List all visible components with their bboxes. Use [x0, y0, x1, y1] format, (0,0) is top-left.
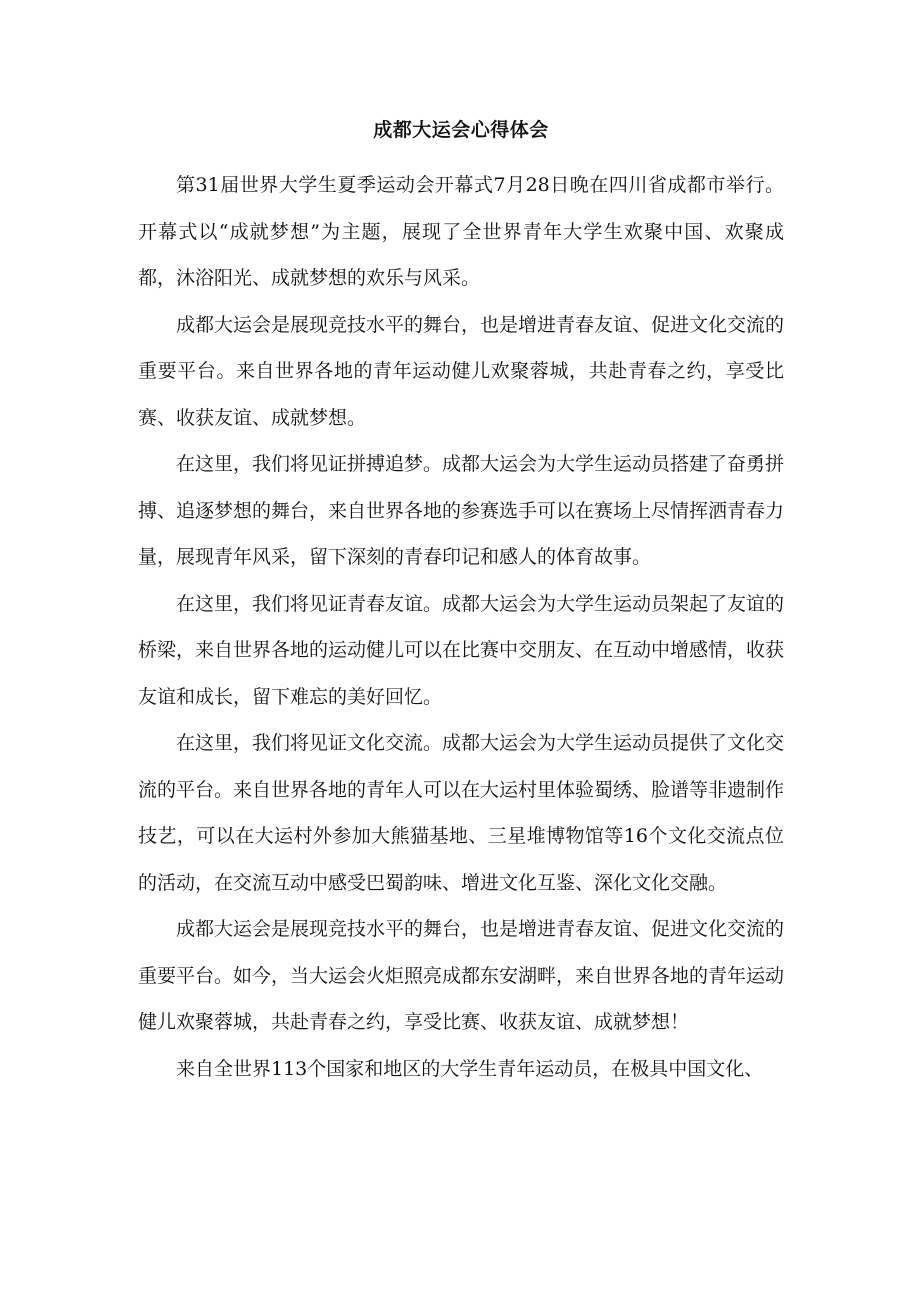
paragraph-striving-for-dreams: 在这里，我们将见证拼搏追梦。成都大运会为大学生运动员搭建了奋勇拼搏、追逐梦想的舞台，来自世界各地的参赛选手可以在赛场上尽情挥洒青春力量，展现青年风采，留下深刻的青春印记和感人的体育故事。	[138, 453, 785, 568]
paragraph-torch-lights-up: 成都大运会是展现竞技水平的舞台，也是增进青春友谊、促进文化交流的重要平台。如今，当大运会火炬照亮成都东安湖畔，来自世界各地的青年运动健儿欢聚蓉城，共赴青春之约，享受比赛、收获友谊、成就梦想！	[138, 918, 785, 1033]
paragraph-stage-and-platform: 成都大运会是展现竞技水平的舞台，也是增进青春友谊、促进文化交流的重要平台。来自世界各地的青年运动健儿欢聚蓉城，共赴青春之约，享受比赛、收获友谊、成就梦想。	[138, 313, 785, 429]
paragraph-youth-friendship: 在这里，我们将见证青春友谊。成都大运会为大学生运动员架起了友谊的桥梁，来自世界各地的运动健儿可以在比赛中交朋友、在互动中增感情，收获友谊和成长，留下难忘的美好回忆。	[138, 592, 785, 708]
paragraph-athletes-113-countries: 来自全世界113个国家和地区的大学生青年运动员，在极具中国文化、	[176, 1057, 764, 1080]
document-page	[138, 112, 784, 1092]
document-title: 成都大运会心得体会	[373, 119, 549, 141]
paragraph-opening-ceremony: 第31届世界大学生夏季运动会开幕式7月28日晚在四川省成都市举行。开幕式以“成就梦想”为主题，展现了全世界青年大学生欢聚中国、欢聚成都，沐浴阳光、成就梦想的欢乐与风采。	[138, 174, 784, 289]
paragraph-cultural-exchange: 在这里，我们将见证文化交流。成都大运会为大学生运动员提供了文化交流的平台。来自世界各地的青年人可以在大运村里体验蜀绣、脸谱等非遗制作技艺，可以在大运村外参加大熊猫基地、三星堆博物馆等16个文化交流点位的活动，在交流互动中感受巴蜀韵味、增进文化互鉴、深化文化交融。	[138, 732, 785, 894]
